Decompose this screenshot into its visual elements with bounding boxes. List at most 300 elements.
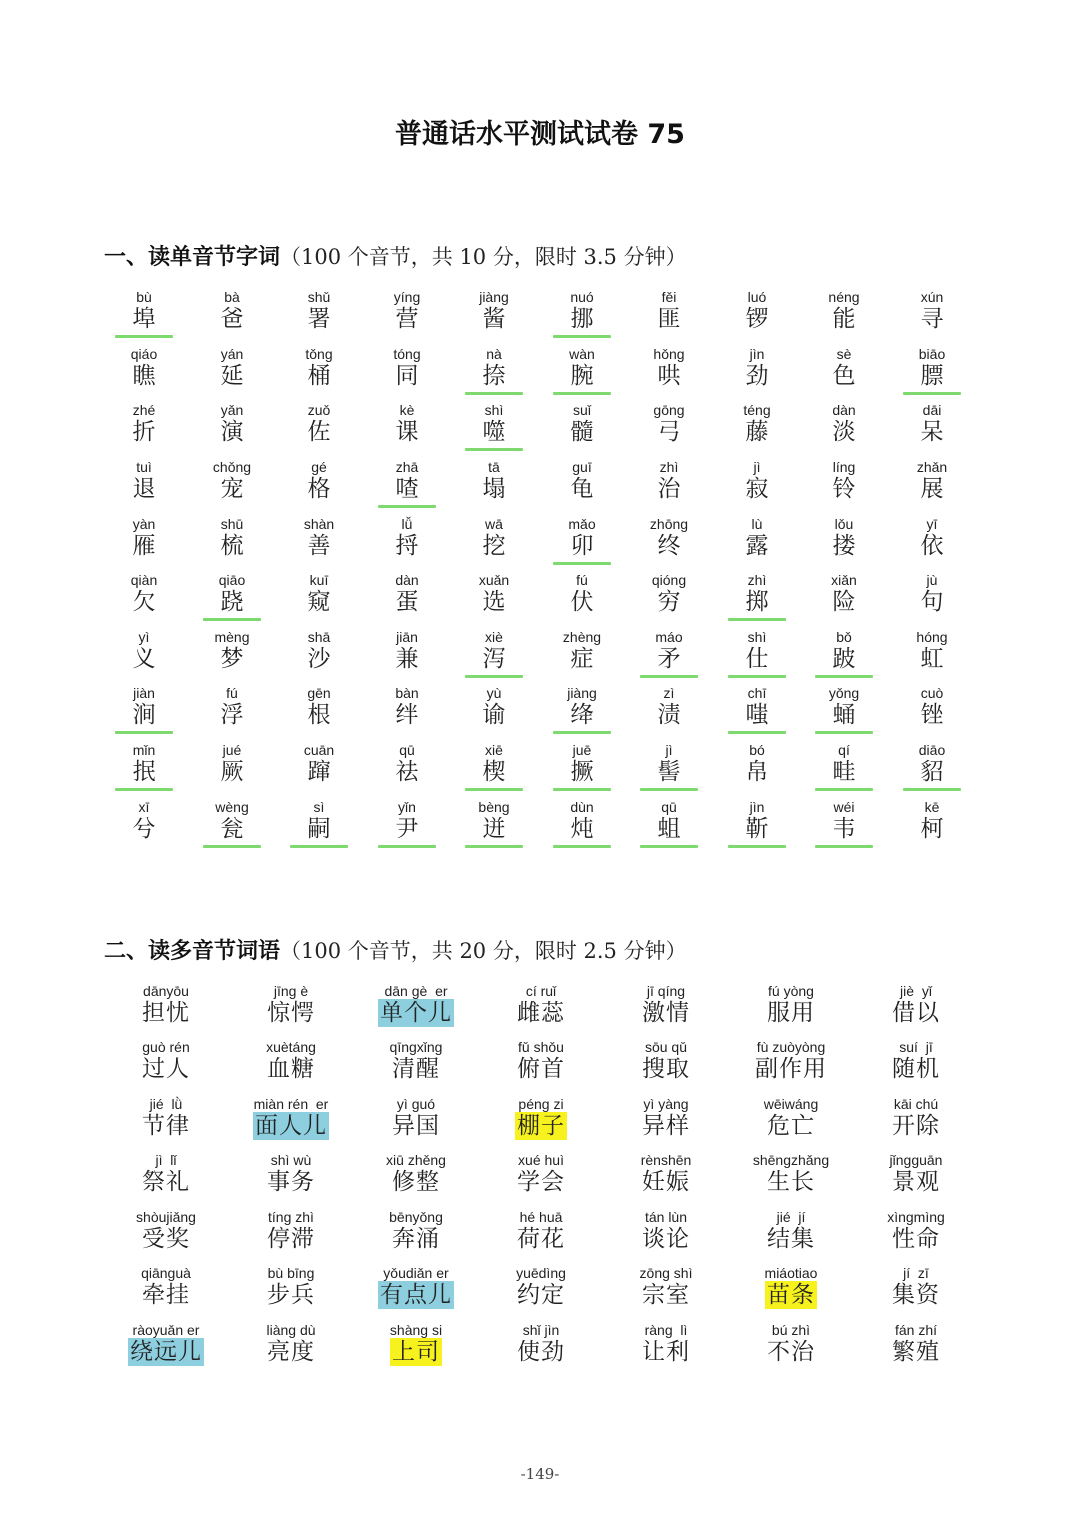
word: 妊娠 [642, 1169, 690, 1195]
pinyin: guò rén [142, 1039, 190, 1055]
word-cell [106, 983, 226, 1035]
hanzi: 柯 [920, 816, 944, 842]
char-cell [717, 289, 797, 341]
word: 异国 [392, 1113, 440, 1139]
hanzi: 祛 [395, 759, 419, 785]
pinyin: zhèng [562, 629, 602, 645]
pinyin: shàng si [389, 1322, 443, 1338]
pinyin: zì [663, 685, 675, 701]
underline-mark [640, 675, 698, 678]
pinyin: qióng [651, 572, 687, 588]
pinyin: xuǎn [478, 572, 510, 588]
char-cell [892, 799, 972, 851]
char-cell [104, 572, 184, 624]
hanzi: 靳 [745, 816, 769, 842]
char-cell [104, 742, 184, 794]
word-cell [356, 1152, 476, 1204]
pinyin: jiàn [133, 685, 155, 701]
pinyin: qiáo [130, 346, 158, 362]
pinyin: xún [920, 289, 944, 305]
word: 随机 [892, 1056, 940, 1082]
pinyin: jù [926, 572, 938, 588]
pinyin: gōng [653, 402, 685, 418]
word: 有点儿 [380, 1282, 452, 1308]
char-cell [367, 629, 447, 681]
hanzi: 掷 [745, 589, 769, 615]
char-cell [542, 629, 622, 681]
hanzi: 跛 [832, 646, 856, 672]
char-cell [542, 402, 622, 454]
pinyin: dùn [570, 799, 594, 815]
word-cell [606, 1039, 726, 1091]
word-cell [856, 1322, 976, 1374]
word: 停滞 [267, 1226, 315, 1252]
underline-mark [640, 788, 698, 791]
pinyin: yī [926, 516, 938, 532]
pinyin: tā [488, 459, 500, 475]
pinyin: juē [572, 742, 592, 758]
pinyin: xiē [485, 742, 503, 758]
word: 受奖 [142, 1226, 190, 1252]
pinyin: fù zuòyòng [756, 1039, 826, 1055]
word: 异样 [642, 1113, 690, 1139]
char-cell [804, 572, 884, 624]
pinyin: jué [222, 742, 242, 758]
section1-heading [104, 240, 687, 271]
word: 节律 [142, 1113, 190, 1139]
pinyin: yán [220, 346, 244, 362]
underline-mark [290, 845, 348, 848]
underline-mark [903, 392, 961, 395]
hanzi: 蛹 [832, 702, 856, 728]
pinyin: kāi chú [893, 1096, 939, 1112]
hanzi: 渍 [657, 702, 681, 728]
pinyin: dāi [922, 402, 942, 418]
word-cell [231, 1322, 351, 1374]
word-cell [356, 1265, 476, 1317]
char-cell [454, 516, 534, 568]
hanzi: 尹 [395, 816, 419, 842]
pinyin: zhōng [649, 516, 689, 532]
char-cell [717, 742, 797, 794]
char-cell [367, 799, 447, 851]
word: 结集 [767, 1226, 815, 1252]
pinyin: dàn [832, 402, 856, 418]
char-cell [279, 742, 359, 794]
char-cell [192, 685, 272, 737]
char-cell [717, 629, 797, 681]
pinyin: jiàng [479, 289, 509, 305]
word-cell [481, 1209, 601, 1261]
word: 副作用 [755, 1056, 827, 1082]
char-cell [279, 629, 359, 681]
word-cell [356, 983, 476, 1035]
char-cell [192, 516, 272, 568]
hanzi: 爸 [220, 306, 244, 332]
hanzi: 挪 [570, 306, 594, 332]
hanzi: 浮 [220, 702, 244, 728]
pinyin: rènshēn [640, 1152, 692, 1168]
pinyin: mǎo [568, 516, 596, 532]
word: 事务 [267, 1169, 315, 1195]
char-cell [192, 572, 272, 624]
underline-mark [815, 845, 873, 848]
hanzi: 卯 [570, 533, 594, 559]
hanzi: 谕 [482, 702, 506, 728]
pinyin: kè [399, 402, 415, 418]
char-cell [542, 289, 622, 341]
hanzi: 绛 [570, 702, 594, 728]
char-cell [367, 516, 447, 568]
word-cell [731, 1096, 851, 1148]
hanzi: 龟 [570, 476, 594, 502]
underline-mark [553, 845, 611, 848]
word-cell [856, 1096, 976, 1148]
pinyin: téng [743, 402, 771, 418]
char-cell [192, 459, 272, 511]
hanzi: 帛 [745, 759, 769, 785]
word-cell [106, 1209, 226, 1261]
word: 雌蕊 [517, 1000, 565, 1026]
hanzi: 埠 [132, 306, 156, 332]
word-cell [231, 1265, 351, 1317]
pinyin: lǒu [834, 516, 854, 532]
word-cell [481, 1096, 601, 1148]
pinyin: shòujiǎng [136, 1209, 196, 1225]
pinyin: jiān [396, 629, 418, 645]
word-cell [606, 1096, 726, 1148]
word: 生长 [767, 1169, 815, 1195]
pinyin: cuò [920, 685, 944, 701]
word-cell [481, 983, 601, 1035]
hanzi: 楔 [482, 759, 506, 785]
char-cell [104, 402, 184, 454]
word-cell [731, 983, 851, 1035]
word-cell [731, 1265, 851, 1317]
pinyin: dān gè er [384, 983, 448, 999]
word-cell [106, 1322, 226, 1374]
hanzi: 锣 [745, 306, 769, 332]
hanzi: 伏 [570, 589, 594, 615]
word-cell [231, 1152, 351, 1204]
char-cell [454, 742, 534, 794]
char-cell [804, 629, 884, 681]
pinyin: sè [836, 346, 852, 362]
pinyin: shēngzhǎng [752, 1152, 830, 1168]
pinyin: zōng shì [639, 1265, 693, 1281]
pinyin: ràng lì [644, 1322, 688, 1338]
pinyin: yì yàng [643, 1096, 689, 1112]
hanzi: 厥 [220, 759, 244, 785]
hanzi: 兼 [395, 646, 419, 672]
pinyin: fán zhí [894, 1322, 938, 1338]
pinyin: zhǎn [916, 459, 948, 475]
char-cell [804, 799, 884, 851]
hanzi: 劲 [745, 363, 769, 389]
word-cell [481, 1039, 601, 1091]
word: 面人儿 [255, 1113, 327, 1139]
underline-mark [553, 392, 611, 395]
char-cell [542, 459, 622, 511]
hanzi: 格 [307, 476, 331, 502]
underline-mark [465, 448, 523, 451]
word: 亮度 [267, 1339, 315, 1365]
word: 景观 [892, 1169, 940, 1195]
char-cell [542, 685, 622, 737]
pinyin: yì [138, 629, 150, 645]
pinyin: yǒudiǎn er [383, 1265, 449, 1281]
pinyin: tíng zhì [268, 1209, 314, 1225]
char-cell [454, 685, 534, 737]
pinyin: jì lǐ [155, 1152, 177, 1168]
word: 上司 [392, 1339, 440, 1365]
hanzi: 泻 [482, 646, 506, 672]
hanzi: 义 [132, 646, 156, 672]
char-cell [892, 629, 972, 681]
pinyin: sōu qǔ [644, 1039, 688, 1055]
pinyin: máo [655, 629, 683, 645]
word: 搜取 [642, 1056, 690, 1082]
hanzi: 仕 [745, 646, 769, 672]
char-cell [279, 516, 359, 568]
pinyin: chī [747, 685, 767, 701]
char-cell [629, 685, 709, 737]
pinyin: bēnyǒng [389, 1209, 443, 1225]
word: 借以 [892, 1000, 940, 1026]
word: 单个儿 [380, 1000, 452, 1026]
pinyin: wèng [215, 799, 249, 815]
underline-mark [203, 845, 261, 848]
char-cell [454, 629, 534, 681]
char-cell [542, 572, 622, 624]
page-number: -149- [520, 1465, 560, 1483]
pinyin: bó [749, 742, 765, 758]
hanzi: 挖 [482, 533, 506, 559]
word: 宗室 [642, 1282, 690, 1308]
hanzi: 症 [570, 646, 594, 672]
word-cell [856, 1209, 976, 1261]
char-cell [279, 685, 359, 737]
section2-note: （100 个音节，共 20 分，限时 2.5 分钟） [280, 939, 687, 963]
word-cell [856, 1152, 976, 1204]
char-cell [279, 459, 359, 511]
word: 绕远儿 [130, 1339, 202, 1365]
section1-title: 一、读单音节字词 [104, 245, 281, 270]
pinyin: néng [828, 289, 860, 305]
pinyin: zhì [659, 459, 679, 475]
pinyin: nuó [570, 289, 594, 305]
hanzi: 露 [745, 533, 769, 559]
pinyin: zhé [132, 402, 156, 418]
char-cell [367, 402, 447, 454]
word: 清醒 [392, 1056, 440, 1082]
word-cell [731, 1322, 851, 1374]
pinyin: luó [747, 289, 767, 305]
pinyin: yǐn [398, 799, 416, 815]
hanzi: 噬 [482, 419, 506, 445]
pinyin: dānyōu [143, 983, 189, 999]
char-cell [717, 459, 797, 511]
hanzi: 欠 [132, 589, 156, 615]
pinyin: jié jí [776, 1209, 806, 1225]
word-cell [856, 983, 976, 1035]
char-cell [892, 459, 972, 511]
word: 修整 [392, 1169, 440, 1195]
pinyin: wā [485, 516, 503, 532]
underline-mark [115, 731, 173, 734]
char-cell [542, 516, 622, 568]
word-cell [231, 1209, 351, 1261]
char-cell [104, 346, 184, 398]
word-cell [481, 1265, 601, 1317]
pinyin: shì wù [270, 1152, 312, 1168]
hanzi: 瓮 [220, 816, 244, 842]
char-cell [804, 742, 884, 794]
char-cell [717, 572, 797, 624]
pinyin: tǒng [305, 346, 333, 362]
pinyin: jí zī [903, 1265, 929, 1281]
hanzi: 迸 [482, 816, 506, 842]
pinyin: nà [486, 346, 502, 362]
char-cell [717, 799, 797, 851]
pinyin: xī [138, 799, 150, 815]
char-cell [104, 629, 184, 681]
word-cell [231, 1039, 351, 1091]
pinyin: xué huì [518, 1152, 564, 1168]
pinyin: lǚ [401, 516, 413, 532]
hanzi: 跷 [220, 589, 244, 615]
char-cell [892, 572, 972, 624]
pinyin: tuì [136, 459, 152, 475]
hanzi: 折 [132, 419, 156, 445]
hanzi: 善 [307, 533, 331, 559]
pinyin: xiū zhěng [386, 1152, 446, 1168]
char-cell [892, 402, 972, 454]
hanzi: 酱 [482, 306, 506, 332]
underline-mark [465, 788, 523, 791]
word-cell [731, 1039, 851, 1091]
char-cell [717, 402, 797, 454]
pinyin: ràoyuǎn er [132, 1322, 200, 1338]
hanzi: 喳 [395, 476, 419, 502]
pinyin: mǐn [132, 742, 156, 758]
char-cell [454, 799, 534, 851]
char-cell [104, 289, 184, 341]
word: 约定 [517, 1282, 565, 1308]
pinyin: yuēdìng [516, 1265, 566, 1281]
char-cell [892, 742, 972, 794]
hanzi: 穷 [657, 589, 681, 615]
char-cell [192, 289, 272, 341]
char-cell [454, 572, 534, 624]
pinyin: gé [311, 459, 327, 475]
hanzi: 课 [395, 419, 419, 445]
pinyin: yì guó [396, 1096, 436, 1112]
pinyin: bù bīng [267, 1265, 315, 1281]
char-cell [629, 799, 709, 851]
word: 祭礼 [142, 1169, 190, 1195]
hanzi: 貂 [920, 759, 944, 785]
pinyin: qiàn [130, 572, 158, 588]
underline-mark [815, 675, 873, 678]
hanzi: 藤 [745, 419, 769, 445]
char-cell [892, 516, 972, 568]
word-cell [731, 1209, 851, 1261]
word-cell [481, 1322, 601, 1374]
pinyin: shā [307, 629, 331, 645]
pinyin: zhì [747, 572, 767, 588]
underline-mark [728, 675, 786, 678]
char-cell [192, 629, 272, 681]
char-cell [629, 459, 709, 511]
hanzi: 腕 [570, 363, 594, 389]
char-cell [192, 799, 272, 851]
word: 惊愕 [267, 1000, 315, 1026]
char-cell [279, 289, 359, 341]
pinyin: hé huā [519, 1209, 563, 1225]
word: 学会 [517, 1169, 565, 1195]
char-cell [629, 346, 709, 398]
hanzi: 能 [832, 306, 856, 332]
hanzi: 蛆 [657, 816, 681, 842]
hanzi: 撅 [570, 759, 594, 785]
word-cell [606, 1152, 726, 1204]
word: 谈论 [642, 1226, 690, 1252]
char-cell [192, 402, 272, 454]
hanzi: 窥 [307, 589, 331, 615]
word-cell [481, 1152, 601, 1204]
hanzi: 锉 [920, 702, 944, 728]
char-cell [804, 402, 884, 454]
hanzi: 终 [657, 533, 681, 559]
underline-mark [465, 392, 523, 395]
char-cell [104, 516, 184, 568]
hanzi: 署 [307, 306, 331, 332]
pinyin: zuǒ [307, 402, 331, 418]
pinyin: qū [399, 742, 415, 758]
hanzi: 抿 [132, 759, 156, 785]
hanzi: 延 [220, 363, 244, 389]
word: 使劲 [517, 1339, 565, 1365]
hanzi: 佐 [307, 419, 331, 445]
pinyin: bù [136, 289, 152, 305]
word: 棚子 [517, 1113, 565, 1139]
word-cell [731, 1152, 851, 1204]
pinyin: xuètáng [266, 1039, 316, 1055]
hanzi: 哄 [657, 363, 681, 389]
hanzi: 塌 [482, 476, 506, 502]
pinyin: yǎn [220, 402, 244, 418]
word: 不治 [767, 1339, 815, 1365]
word: 担忧 [142, 1000, 190, 1026]
pinyin: diāo [918, 742, 946, 758]
hanzi: 匪 [657, 306, 681, 332]
hanzi: 险 [832, 589, 856, 615]
pinyin: jìn [749, 799, 765, 815]
char-cell [629, 629, 709, 681]
hanzi: 色 [832, 363, 856, 389]
pinyin: bèng [478, 799, 510, 815]
word: 牵挂 [142, 1282, 190, 1308]
char-cell [892, 346, 972, 398]
hanzi: 展 [920, 476, 944, 502]
word-cell [606, 1265, 726, 1317]
hanzi: 治 [657, 476, 681, 502]
pinyin: yù [486, 685, 502, 701]
section2-title: 二、读多音节词语 [104, 939, 281, 964]
hanzi: 演 [220, 419, 244, 445]
pinyin: zhā [395, 459, 419, 475]
